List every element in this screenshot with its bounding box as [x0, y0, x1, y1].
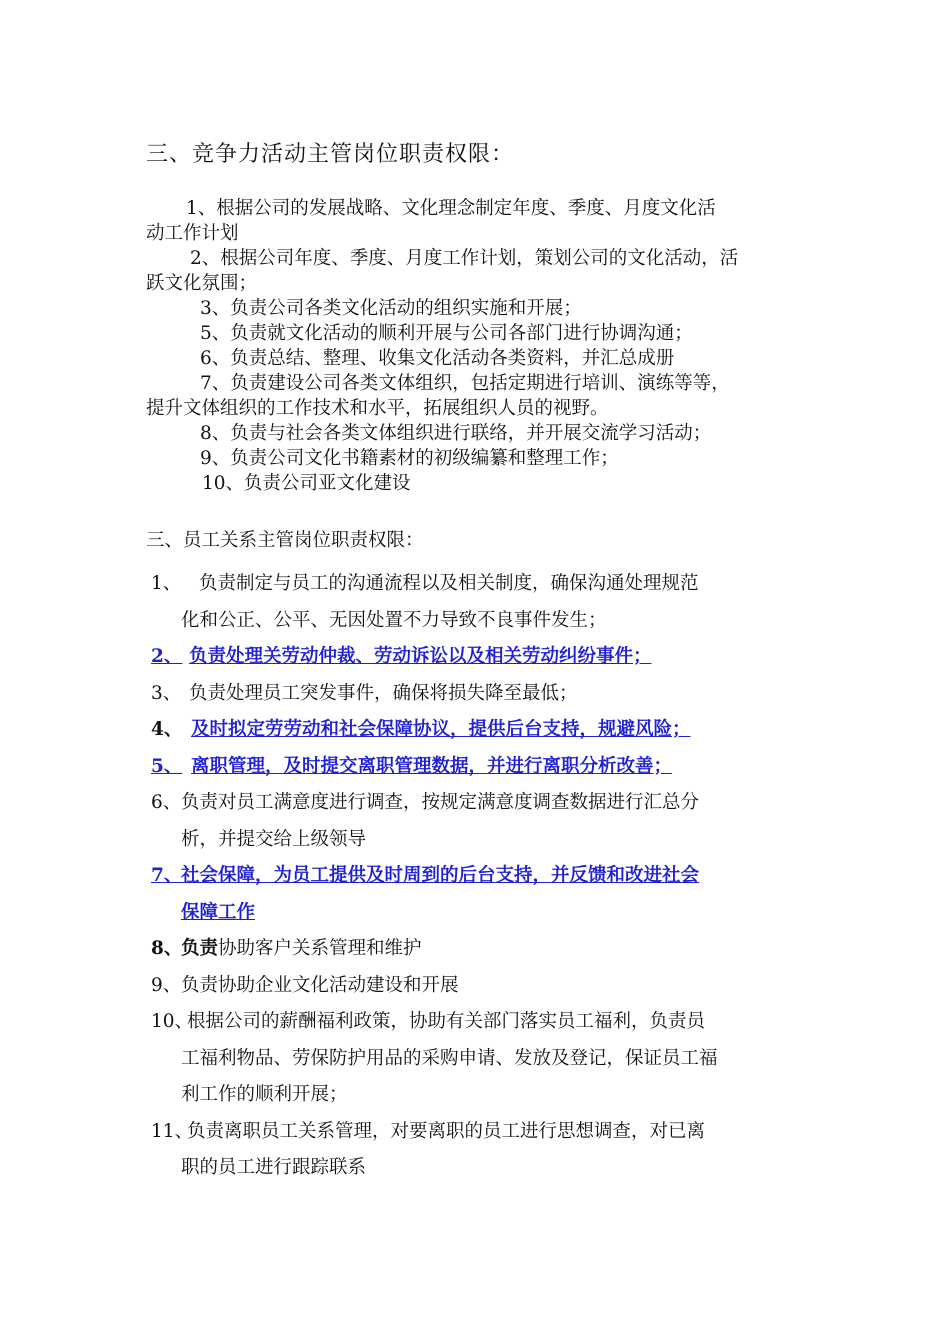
section1-line: 2、根据公司年度、季度、月度工作计划，策划公司的文化活动，活: [190, 248, 739, 269]
item-text: 职的员工进行跟踪联系: [181, 1157, 367, 1178]
list-item: [151, 566, 813, 603]
section1-line: 1、根据公司的发展战略、文化理念制定年度、季度、月度文化活: [186, 198, 716, 219]
list-item: [151, 968, 813, 1005]
item-number: 6、: [151, 792, 182, 813]
list-item: [151, 931, 813, 968]
item-number: 11、: [151, 1120, 194, 1142]
section1-line: 跃文化氛围；: [146, 273, 258, 294]
list-item: [151, 676, 813, 713]
list-item-continuation: [151, 895, 813, 932]
section1-line: 动工作计划: [146, 223, 239, 244]
item-number: 8、: [151, 938, 183, 959]
item-number: 2、: [151, 646, 183, 667]
item-number: 4、: [151, 719, 183, 740]
list-item-continuation: [151, 822, 813, 859]
item-link-text[interactable]: 社会保障，为员工提供及时周到的后台支持，并反馈和改进社会: [181, 865, 700, 886]
section1-line: 7、负责建设公司各类文体组织，包括定期进行培训、演练等等，: [200, 373, 730, 394]
list-item-continuation: [151, 1077, 813, 1114]
item-number: 7、: [151, 865, 183, 886]
item-text: 工福利物品、劳保防护用品的采购申请、发放及登记，保证员工福: [181, 1047, 718, 1069]
item-number: 5、: [151, 755, 183, 777]
item-text: 负责处理员工突发事件，确保将损失降至最低；: [189, 682, 578, 704]
section1-line: 8、负责与社会各类文体组织进行联络，并开展交流学习活动；: [200, 423, 712, 444]
list-item: [151, 712, 813, 749]
item-number: 1、: [151, 573, 182, 594]
item-text: 化和公正、公平、无因处置不力导致不良事件发生；: [181, 609, 607, 631]
section1-line: 10、负责公司亚文化建设: [202, 473, 411, 494]
list-item: [151, 639, 813, 676]
section2-heading: 三、员工关系主管岗位职责权限：: [146, 530, 424, 551]
list-item: [151, 1004, 813, 1041]
section1-heading: 三、竞争力活动主管岗位职责权限：: [146, 142, 515, 167]
item-text: 析，并提交给上级领导: [181, 828, 367, 850]
item-text: 利工作的顺利开展；: [181, 1084, 348, 1105]
section1-line: 提升文体组织的工作技术和水平，拓展组织人员的视野。: [146, 398, 609, 419]
item-number: 3、: [151, 682, 182, 704]
list-item-continuation: [151, 1150, 813, 1187]
list-item-continuation: [151, 603, 813, 640]
item-number: 10、: [151, 1011, 194, 1032]
item-text: 负责制定与员工的沟通流程以及相关制度，确保沟通处理规范: [199, 573, 699, 594]
list-item: [151, 785, 813, 822]
item-link-text[interactable]: 及时拟定劳劳动和社会保障协议，提供后台支持，规避风险；: [191, 719, 691, 740]
item-text: 负责协助企业文化活动建设和开展: [181, 974, 459, 996]
list-item: [151, 858, 813, 895]
section1-line: 6、负责总结、整理、收集文化活动各类资料，并汇总成册: [200, 348, 675, 369]
section1-line: 5、负责就文化活动的顺利开展与公司各部门进行协调沟通；: [200, 323, 693, 344]
section1-body: [146, 196, 808, 496]
item-bold-prefix: 负责: [181, 938, 219, 959]
item-text: 根据公司的薪酬福利政策，协助有关部门落实员工福利，负责员: [187, 1011, 706, 1032]
item-link-text[interactable]: 离职管理，及时提交离职管理数据，并进行离职分析改善；: [191, 755, 673, 777]
item-link-text[interactable]: 负责处理关劳动仲裁、劳动诉讼以及相关劳动纠纷事件；: [189, 646, 652, 667]
list-item: [151, 749, 813, 786]
section1-line: 9、负责公司文化书籍素材的初级编纂和整理工作；: [200, 448, 619, 469]
list-item-continuation: [151, 1041, 813, 1078]
item-number: 9、: [151, 974, 182, 996]
item-text: 负责对员工满意度进行调查，按规定满意度调查数据进行汇总分: [181, 792, 700, 813]
item-text: 负责离职员工关系管理，对要离职的员工进行思想调查，对已离: [187, 1120, 706, 1142]
item-link-text[interactable]: 保障工作: [181, 901, 256, 923]
section2-list: [151, 566, 813, 1187]
item-text: 协助客户关系管理和维护: [218, 938, 422, 959]
section1-line: 3、负责公司各类文化活动的组织实施和开展；: [200, 298, 582, 319]
list-item: [151, 1114, 813, 1151]
